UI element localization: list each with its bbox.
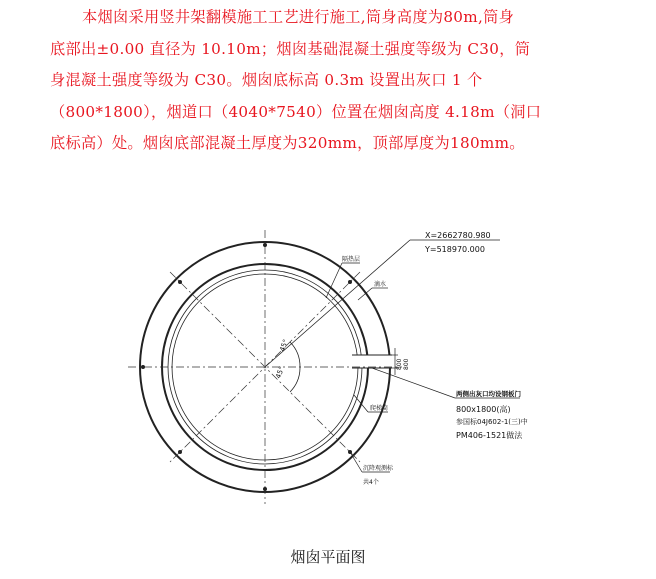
ash-outlet-opening [352, 355, 394, 368]
paragraph-line-2: 底部出±0.00 直径为 10.10m；烟囱基础混凝土强度等级为 C30，筒 [50, 39, 531, 58]
opening-dimension-label: 800 [396, 358, 403, 370]
coordinate-x: X=2662780.980 [425, 231, 491, 240]
note-line-3: 参国标04J602-1(三)中 [456, 418, 528, 426]
paragraph-line-3: 身混凝土强度等级为 C30。烟囱底标高 0.3m 设置出灰口 1 个 [50, 71, 483, 89]
angle-bottom-label: 45° [274, 365, 287, 380]
insulation-label: 隔热层 [342, 256, 361, 263]
settlement-count: 共4个 [363, 479, 379, 486]
figure-caption: 烟囱平面图 [290, 548, 366, 566]
coordinate-y: Y=518970.000 [425, 245, 485, 254]
ladder-label: 爬梯筒 [370, 405, 389, 412]
paragraph-line-1: 本烟囱采用竖井架翻模施工工艺进行施工,筒身高度为80m,筒身 [82, 8, 515, 26]
settlement-label: 沉降观测标 [363, 465, 394, 472]
angle-top-label: 45° [278, 338, 291, 353]
note-line-1: 两侧出灰口均设钢板门 [456, 390, 521, 398]
paragraph-line-4: （800*1800），烟道口（4040*7540）位置在烟囱高度 4.18m（洞口 [50, 102, 542, 121]
note-line-4: PM406-1521做法 [456, 431, 523, 440]
note-line-2: 800x1800(高) [456, 405, 511, 414]
opening-dimension-label-2: 800 [403, 358, 410, 370]
paragraph-line-5: 底标高）处。烟囱底部混凝土厚度为320mm，顶部厚度为180mm。 [50, 134, 525, 152]
drip-label: 滴水 [374, 281, 387, 288]
